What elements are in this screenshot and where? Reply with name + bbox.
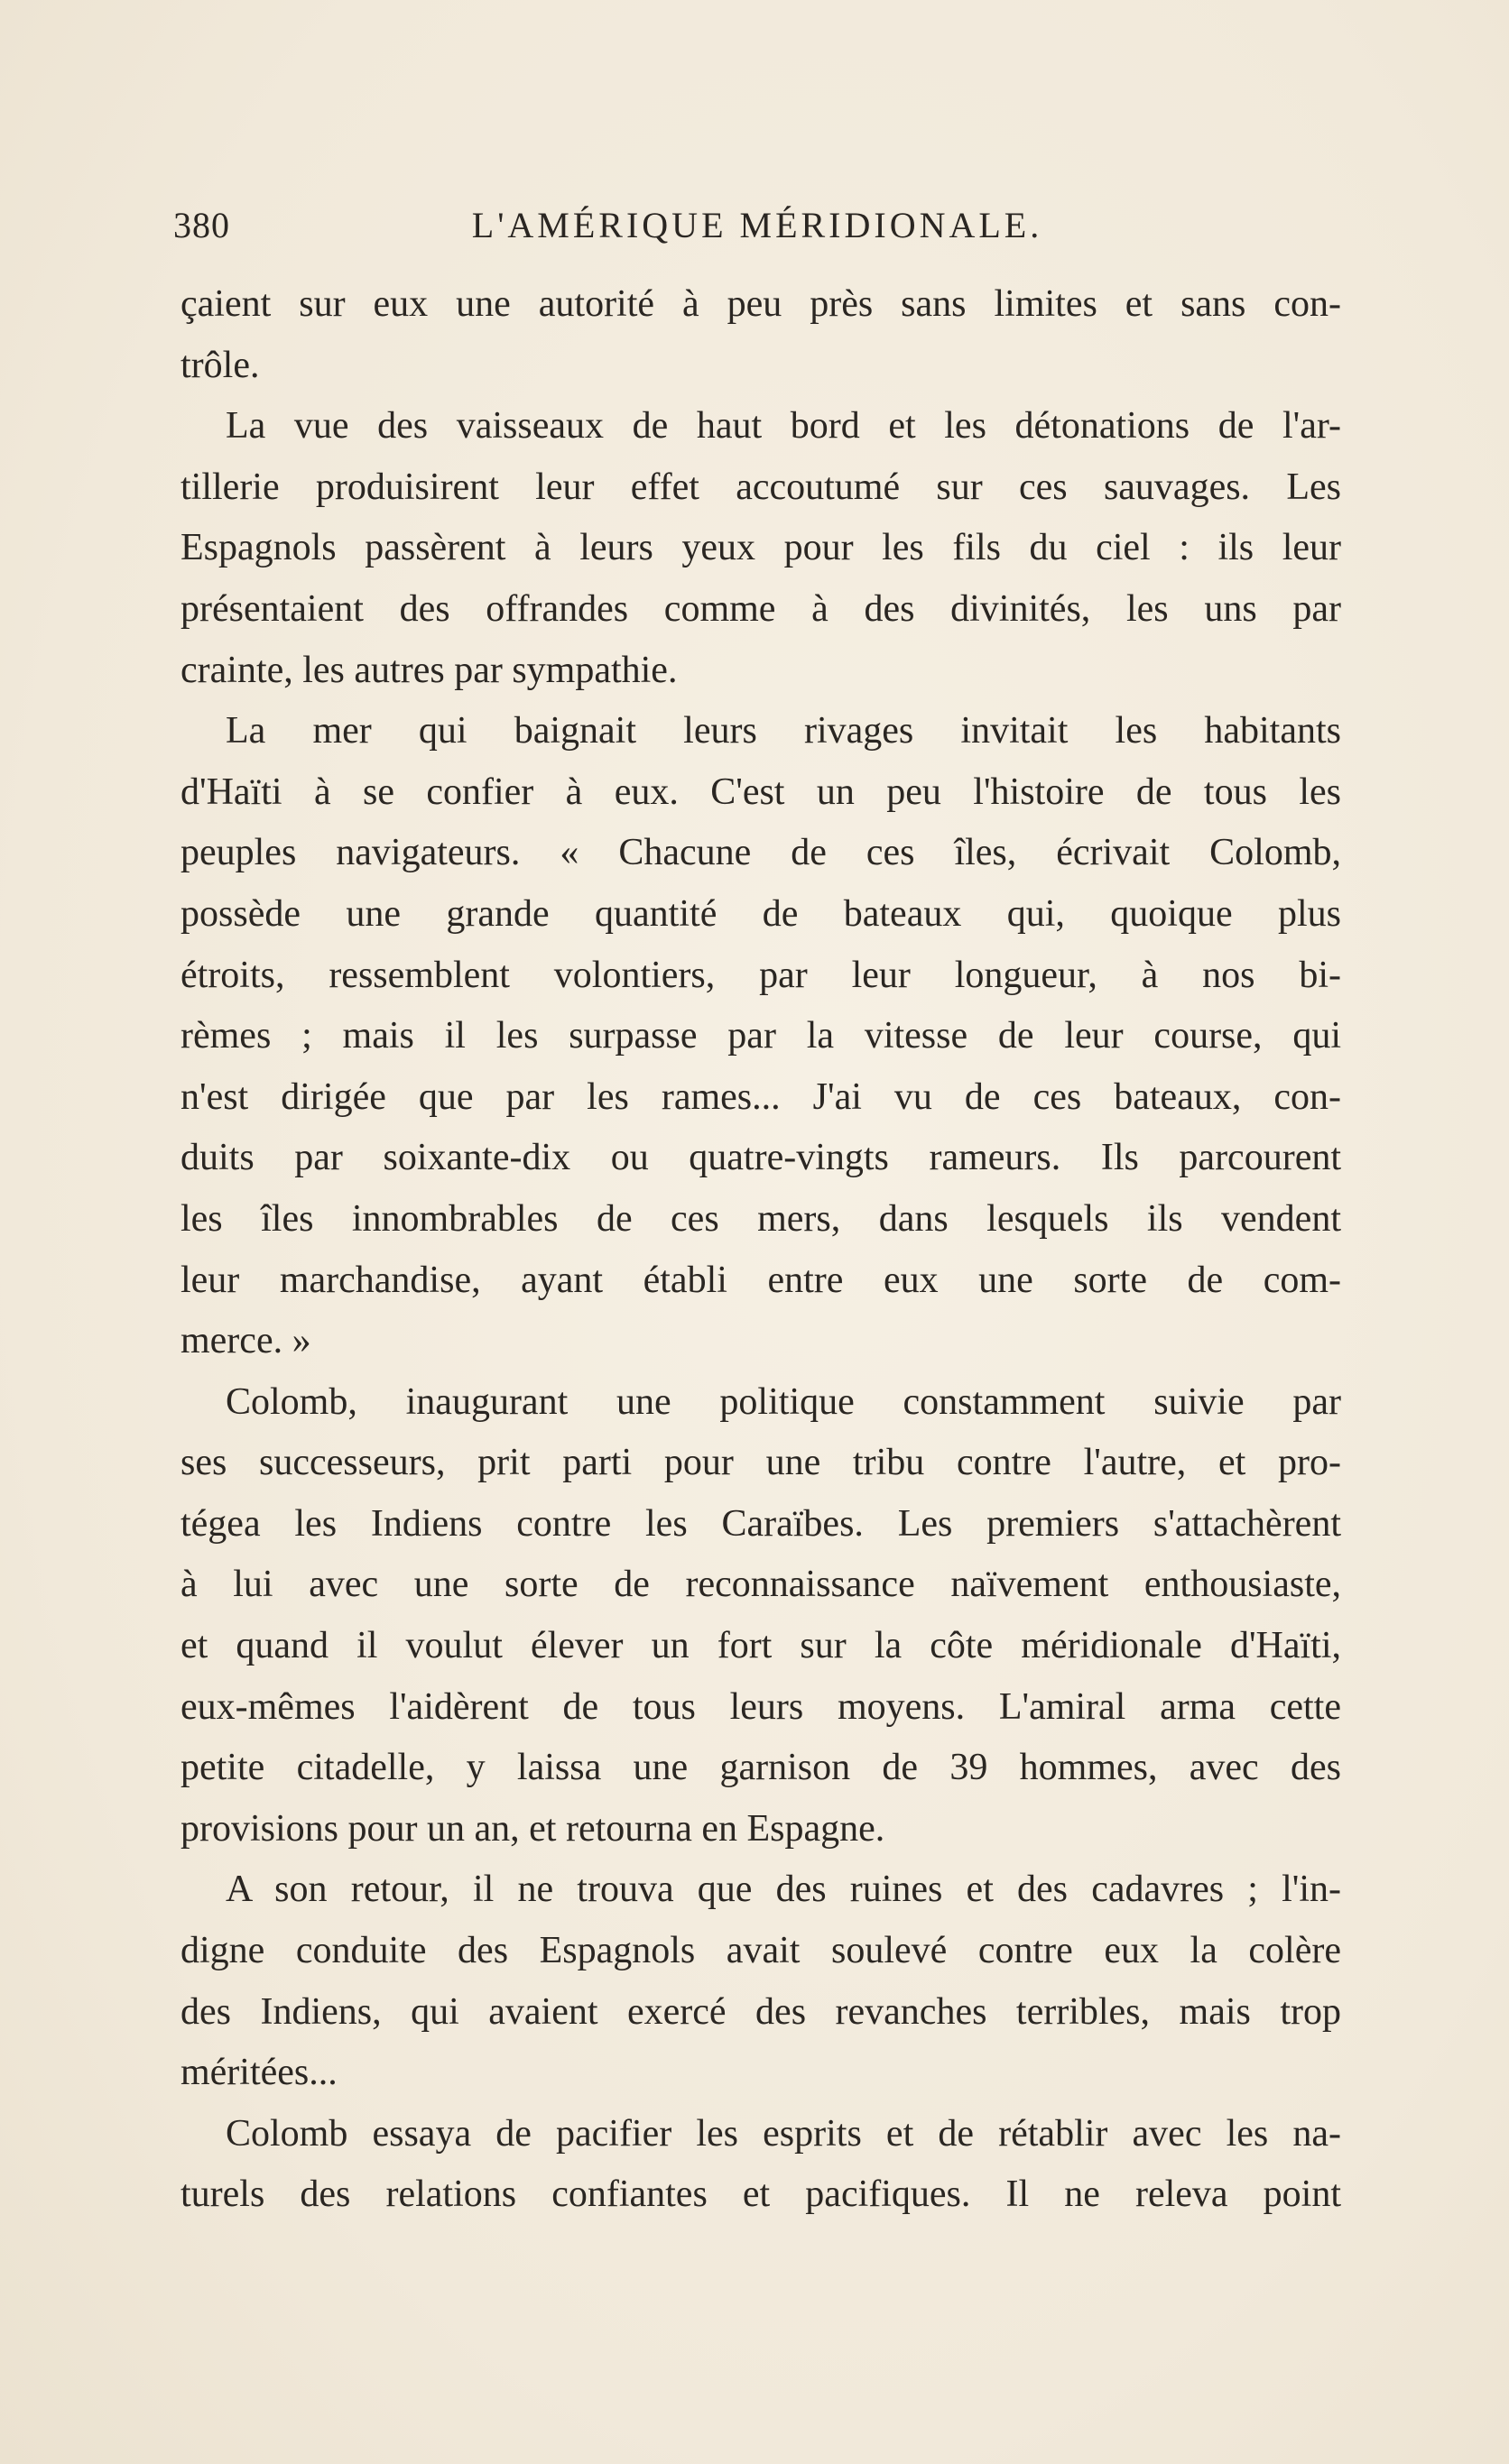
- text-line: provisions pour un an, et retourna en Espagne.: [181, 1807, 885, 1850]
- text-line: Colomb, inaugurant une politique constamment suivie par: [226, 1380, 1341, 1423]
- text-line: petite citadelle, y laissa une garnison de 39 hommes, avec des: [181, 1747, 1341, 1789]
- text-line: La vue des vaisseaux de haut bord et les détonations de l'ar-: [226, 405, 1341, 448]
- text-line: crainte, les autres par sympathie.: [181, 649, 678, 691]
- text-line: leur marchandise, ayant établi entre eux une sorte de com-: [181, 1259, 1341, 1301]
- text-line: tégea les Indiens contre les Caraïbes. Les premiers s'attachèrent: [181, 1502, 1341, 1545]
- text-line: digne conduite des Espagnols avait soulevé contre eux la colère: [181, 1930, 1341, 1972]
- text-line: turels des relations confiantes et pacifiques. Il ne releva point: [181, 2173, 1341, 2216]
- text-line: tillerie produisirent leur effet accoutumé sur ces sauvages. Les: [181, 466, 1341, 508]
- text-line: merce. »: [181, 1320, 311, 1362]
- text-line: Colomb essaya de pacifier les esprits et de rétablir avec les na-: [226, 2112, 1341, 2155]
- text-line: possède une grande quantité de bateaux qui, quoique plus: [181, 892, 1341, 935]
- running-title: L'AMÉRIQUE MÉRIDIONALE.: [471, 205, 1043, 245]
- text-line: La mer qui baignait leurs rivages invitait les habitants: [226, 710, 1341, 752]
- text-line: peuples navigateurs. « Chacune de ces îles, écrivait Colomb,: [181, 832, 1341, 874]
- page-header: [173, 204, 1341, 249]
- text-line: présentaient des offrandes comme à des divinités, les uns par: [181, 587, 1341, 630]
- text-line: Espagnols passèrent à leurs yeux pour les fils du ciel : ils leur: [181, 527, 1341, 569]
- text-line: duits par soixante-dix ou quatre-vingts rameurs. Ils parcourent: [181, 1137, 1341, 1179]
- page-number: 380: [173, 205, 230, 245]
- text-line: rèmes ; mais il les surpasse par la vitesse de leur course, qui: [181, 1015, 1341, 1057]
- text-line: méritées...: [181, 2052, 338, 2094]
- body-text: [181, 274, 1341, 2226]
- text-line: les îles innombrables de ces mers, dans lesquels ils vendent: [181, 1197, 1341, 1240]
- text-line: A son retour, il ne trouva que des ruines et des cadavres ; l'in-: [226, 1869, 1341, 1911]
- text-line: d'Haïti à se confier à eux. C'est un peu l'histoire de tous les: [181, 771, 1341, 813]
- text-line: des Indiens, qui avaient exercé des revanches terribles, mais trop: [181, 1990, 1341, 2033]
- text-line: étroits, ressemblent volontiers, par leur longueur, à nos bi-: [181, 954, 1341, 996]
- text-line: çaient sur eux une autorité à peu près sans limites et sans con-: [181, 283, 1341, 325]
- text-line: ses successeurs, prit parti pour une tribu contre l'autre, et pro-: [181, 1442, 1341, 1484]
- text-line: n'est dirigée que par les rames... J'ai vu de ces bateaux, con-: [181, 1075, 1341, 1118]
- text-line: et quand il voulut élever un fort sur la côte méridionale d'Haïti,: [181, 1625, 1341, 1667]
- text-line: à lui avec une sorte de reconnaissance naïvement enthousiaste,: [181, 1564, 1341, 1606]
- text-line: trôle.: [181, 344, 260, 386]
- text-line: eux-mêmes l'aidèrent de tous leurs moyens. L'amiral arma cette: [181, 1685, 1341, 1728]
